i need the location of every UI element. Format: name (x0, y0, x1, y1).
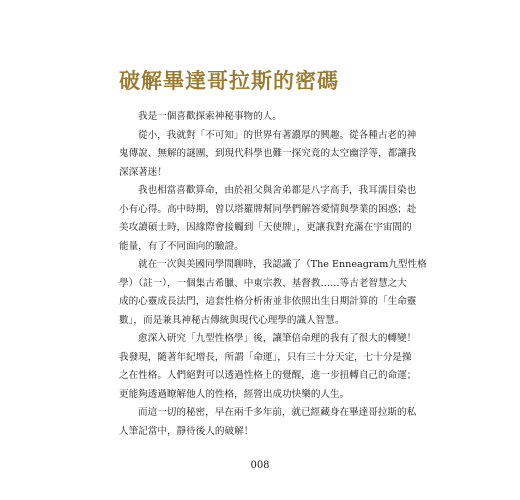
text-line: 就在一次與美國同學閒聊時，我認識了（The Enneagram九型性格 (138, 259, 427, 270)
chapter-title: 破解畢達哥拉斯的密碼 (119, 68, 339, 93)
text-line: 我發現，隨著年紀增長，所謂「命運」，只有三十分天定，七十分是操 (119, 351, 412, 363)
text-line: 能量，有了不同面向的驗證。 (119, 240, 244, 252)
paragraph (119, 330, 417, 404)
text-line: 鬼傳說、無解的謎團，到現代科學也難一探究竟的太空幽浮等，都讓我 (119, 148, 417, 159)
paragraph (119, 127, 417, 183)
text-line: 之在性格。人們絕對可以透過性格上的覺醒，進一步扭轉自己的命運； (119, 370, 417, 381)
text-line: 我是一個喜歡探索神秘事物的人。 (138, 111, 282, 122)
paragraph (119, 108, 408, 127)
text-line: 小有心得。高中時期，曾以塔羅牌幫同學們解答愛情與學業的困惑；赴 (119, 203, 417, 215)
text-line: 美攻讀碩士時，因緣際會接觸到「天使牌」，更讓我對充滿在宇宙間的 (119, 222, 412, 233)
text-line: 而這一切的秘密，早在兩千多年前，就已經藏身在畢達哥拉斯的私 (138, 407, 417, 418)
text-line: 成的心靈成長法門，這套性格分析術並非依照出生日期計算的「生命靈 (119, 296, 417, 307)
paragraph (119, 182, 417, 256)
body-text (119, 108, 427, 441)
text-line: 深深著迷！ (119, 166, 167, 178)
paragraph (119, 256, 427, 330)
text-line: 愈深入研究「九型性格學」後，讓筆倍命理的我有了很大的轉變！ (138, 333, 417, 344)
paragraph (119, 404, 417, 441)
page-number: 008 (250, 460, 270, 471)
text-line: 學）（註一），一個集古希臘、中東宗教、基督教……等古老智慧之大 (119, 277, 407, 289)
text-line: 從小，我就對「不可知」的世界有著濃厚的興趣。從各種古老的神 (138, 129, 417, 141)
text-line: 數」，而是兼具神秘古傳統與現代心理學的識人智慧。 (119, 314, 345, 326)
text-line: 我也相當喜歡算命，由於祖父與舍弟都是八字高手，我耳濡目染也 (138, 185, 417, 196)
text-line: 更能夠透過瞭解他人的性格，經營出成功快樂的人生。 (119, 388, 350, 400)
text-line: 人筆記當中，靜待後人的破解！ (119, 425, 254, 437)
